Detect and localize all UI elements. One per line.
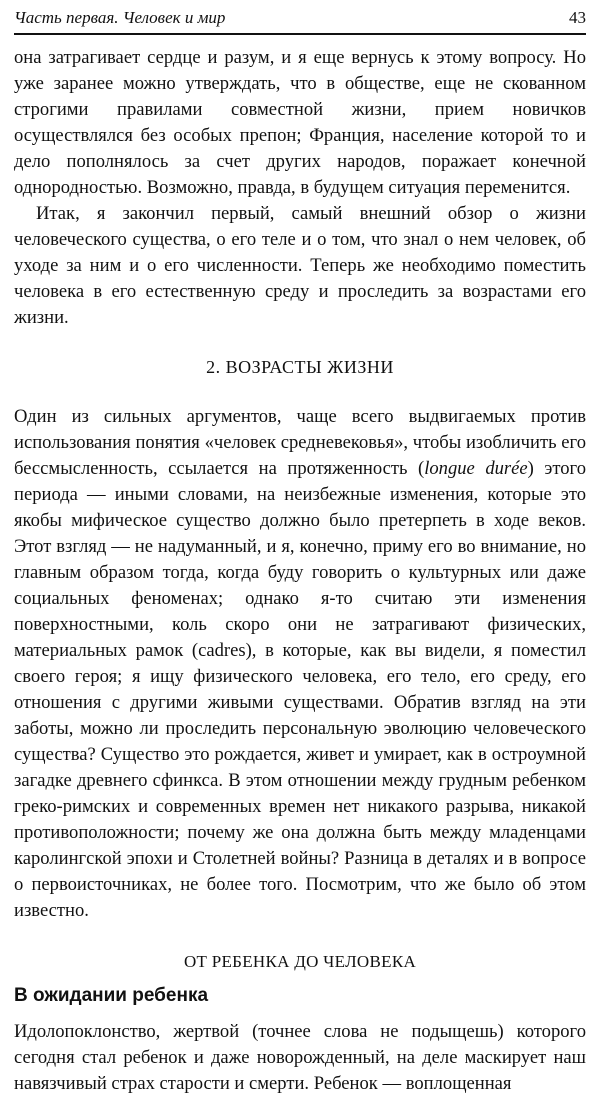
main-paragraph-part-2: ) этого периода — иными словами, на неизбежные изменения, которые это якобы мифическое существо должно было претерпеть в ходе веков. Этот взгляд — не надуманный, и я, конечно, приму его во внимание, но главным образом тогда, когда буду говорить о культурных или даже социальных феноменах; однако я-то считаю эти изменения поверхностными, коль скоро они не затрагивают физических, материальных рамок (cadres), в которые, как вы видели, я поместил своего героя; я ищу физического человека, его тело, его среду, его отношения с другими живыми существами. Обратив взгляд на эти заботы, можно ли проследить персональную эволюцию человеческого существа? Существо это рождается, живет и умирает, как в остроумной загадке древнего сфинкса. В этом отношении между грудным ребенком греко-римских и современных времен нет никакого разрыва, никакой противоположности; почему же она должна быть между младенцами каролингской эпохи и Столетней войны? Разница в деталях и в вопросе о первоисточниках, не более того. Посмотрим, что же было об этом известно. bbox=[14, 458, 586, 921]
page-number: 43 bbox=[569, 8, 586, 27]
chapter-heading: 2. ВОЗРАСТЫ ЖИЗНИ bbox=[206, 357, 394, 377]
running-head: Часть первая. Человек и мир bbox=[14, 8, 226, 27]
main-paragraph bbox=[14, 404, 586, 924]
intro-paragraph-2: Итак, я закончил первый, самый внешний обзор о жизни человеческого существа, о его теле и о том, что знал о нем человек, об уходе за ним и о его численности. Теперь же необходимо поместить человека в его естественную среду и проследить за возрастами его жизни. bbox=[14, 203, 586, 328]
intro-paragraph-1: она затрагивает сердце и разум, и я еще вернусь к этому вопросу. Но уже заранее можно утверждать, что в обществе, еще не скованном строгими правилами совместной жизни, прием новичков осуществлялся без особых препон; Франция, население которой то и дело пополнялось за счет других народов, поражает конечной однородностью. Возможно, правда, в будущем ситуация переменится. bbox=[14, 47, 586, 198]
page-header bbox=[14, 6, 586, 32]
subsection-heading: В ожидании ребенка bbox=[14, 985, 209, 1006]
main-paragraph-part-1: Один из сильных аргументов, чаще всего выдвигаемых против использования понятия «человек средневековья», чтобы изобличить его бессмысленность, ссылается на протяженность ( bbox=[14, 406, 586, 479]
main-paragraph-italic: longue durée bbox=[424, 458, 528, 479]
last-paragraph: Идолопоклонство, жертвой (точнее слова не подыщешь) которого сегодня стал ребенок и даже новорожденный, на деле маскирует наш навязчивый страх старости и смерти. Ребенок — воплощенная bbox=[14, 1021, 586, 1094]
page-body bbox=[14, 45, 586, 1097]
header-rule bbox=[14, 33, 586, 35]
section-heading: ОТ РЕБЕНКА ДО ЧЕЛОВЕКА bbox=[183, 952, 417, 971]
